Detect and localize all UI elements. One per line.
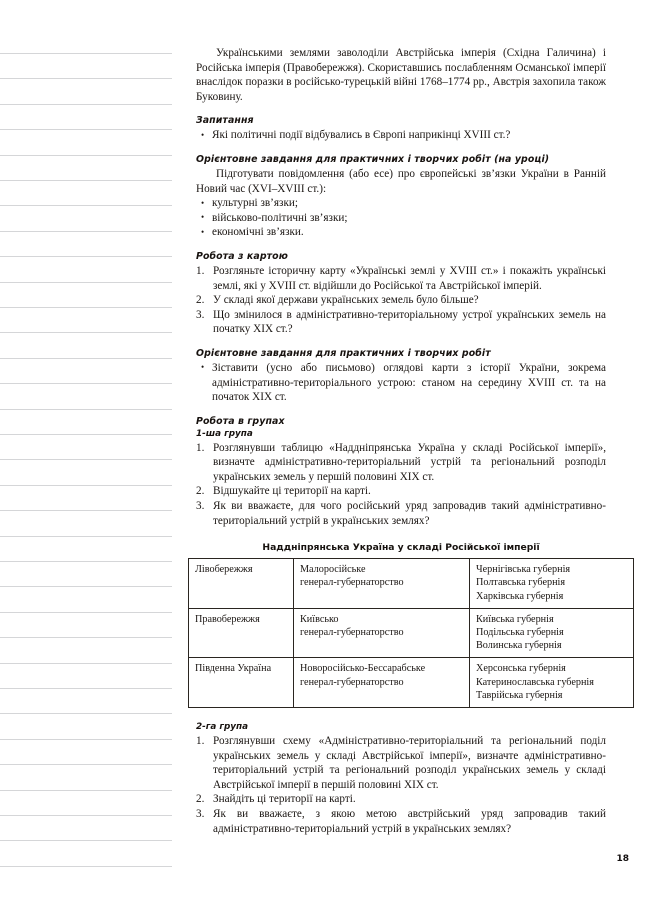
list-item: Розгляньте історичну карту «Українські землі у XVIII ст.» і покажіть українські землі, які у XVIII ст. відійшли до Російської та Австрійської імперій.	[213, 264, 606, 292]
margin-rule-line	[0, 434, 172, 435]
group-2-list	[196, 734, 606, 836]
province-line: Херсонська губернія	[476, 663, 566, 675]
table-cell-governorate	[294, 658, 470, 708]
map-work-list	[196, 264, 606, 337]
page-content	[196, 46, 606, 836]
margin-rule-line	[0, 739, 172, 740]
administrative-division-table	[188, 558, 634, 708]
list-item: У складі якої держави українських земель було більше?	[213, 294, 479, 307]
intro-paragraph: Українськими землями заволоділи Австрійська імперія (Східна Галичина) і Російська імперія (Правобережжя). Скориставшись послабленням Османської імперії внаслідок поразки в російсько-турецькій війні 1768–1774 рр., Австрія захопила також Буковину.	[196, 47, 606, 103]
province-line: Київська губернія	[476, 613, 554, 625]
margin-rule-line	[0, 129, 172, 130]
table-row	[189, 559, 634, 609]
margin-rule-line	[0, 663, 172, 664]
map-work-heading: Робота з картою	[196, 250, 288, 262]
table-cell-provinces	[470, 608, 634, 658]
page-number: 18	[616, 854, 629, 864]
list-item: Розглянувши схему «Адміністративно-територіальний та регіональний поділ українських земель у складі Австрійської імперії», визначте адміністративно-територіальний устрій та регіональний розподіл українських земель у складі Австрійської імперії в першій половині XIX ст.	[213, 735, 606, 791]
margin-rule-line	[0, 78, 172, 79]
governorate-line-1: Малоросійське	[300, 564, 366, 576]
creative-task-heading: Орієнтовне завдання для практичних і творчих робіт	[196, 347, 491, 359]
governorate-line-2: генерал-губернаторство	[300, 577, 404, 589]
list-item: • Які політичні події відбувались в Європі наприкінці XVIII ст.?	[196, 128, 606, 143]
province-line: Подільська губернія	[476, 627, 564, 639]
list-item: • культурні зв’язки;	[196, 196, 606, 211]
table-cell-governorate	[294, 559, 470, 609]
margin-rule-line	[0, 53, 172, 54]
governorate-line-2: генерал-губернаторство	[300, 676, 404, 688]
margin-rule-line	[0, 256, 172, 257]
margin-rule-line	[0, 180, 172, 181]
margin-rule-line	[0, 815, 172, 816]
province-line: Катеринославська губернія	[476, 676, 594, 688]
list-item: • Зіставити (усно або письмово) оглядові карти з історії України, зокрема адміністративно-територіального устрою: станом на середину XVIII ст. та на початок XIX ст.	[196, 361, 606, 405]
group-work-heading: Робота в групах	[196, 415, 285, 427]
margin-rule-line	[0, 231, 172, 232]
group-1-label: 1-ша група	[196, 428, 253, 439]
province-line: Волинська губернія	[476, 640, 562, 652]
table-caption: Наддніпрянська Україна у складі Російської імперії	[262, 542, 540, 554]
lesson-task-heading: Орієнтовне завдання для практичних і творчих робіт (на уроці)	[196, 153, 550, 165]
margin-rule-line	[0, 688, 172, 689]
table-cell-region: Лівобережжя	[189, 559, 294, 609]
list-item: Як ви вважаєте, з якою метою австрійський уряд запровадив такий адміністративно-територіальний устрій в українських землях?	[213, 808, 606, 835]
governorate-line-2: генерал-губернаторство	[300, 627, 404, 639]
table-cell-provinces	[470, 559, 634, 609]
list-item: • військово-політичні зв’язки;	[196, 211, 606, 226]
lesson-task-list	[196, 196, 606, 240]
list-item: • економічні зв’язки.	[196, 225, 606, 240]
governorate-line-1: Новоросійсько-Бессарабське	[300, 663, 426, 675]
margin-rule-line	[0, 510, 172, 511]
table-row	[189, 658, 634, 708]
province-line: Таврійська губернія	[476, 689, 563, 701]
creative-task-list	[196, 361, 606, 405]
margin-rule-line	[0, 282, 172, 283]
margin-rule-line	[0, 586, 172, 587]
margin-ruled-lines	[0, 0, 175, 900]
group-2-label: 2-га група	[196, 722, 249, 733]
margin-rule-line	[0, 383, 172, 384]
table-cell-governorate	[294, 608, 470, 658]
lesson-task-paragraph: Підготувати повідомлення (або есе) про європейські зв’язки України в Ранній Новий час (XVI–XVIII ст.):	[196, 167, 606, 195]
table-cell-region: Південна Україна	[189, 658, 294, 708]
margin-rule-line	[0, 840, 172, 841]
margin-rule-line	[0, 637, 172, 638]
margin-rule-line	[0, 409, 172, 410]
province-line: Полтавська губернія	[476, 577, 566, 589]
margin-rule-line	[0, 536, 172, 537]
table-cell-region: Правобережжя	[189, 608, 294, 658]
margin-rule-line	[0, 612, 172, 613]
margin-rule-line	[0, 155, 172, 156]
questions-list	[196, 128, 606, 143]
margin-rule-line	[0, 866, 172, 867]
list-item: Як ви вважаєте, для чого російський уряд запровадив такий адміністративно-територіальний устрій в українських землях?	[213, 500, 606, 527]
margin-rule-line	[0, 332, 172, 333]
list-item: Відшукайте ці території на карті.	[213, 485, 371, 498]
province-line: Харківська губернія	[476, 590, 564, 602]
province-line: Чернігівська губернія	[476, 564, 571, 576]
table-row	[189, 608, 634, 658]
margin-rule-line	[0, 205, 172, 206]
margin-rule-line	[0, 764, 172, 765]
list-item: Що змінилося в адміністративно-територіальному устрої українських земель на початку XIX ст.?	[213, 308, 606, 336]
margin-rule-line	[0, 790, 172, 791]
margin-rule-line	[0, 104, 172, 105]
list-item: Знайдіть ці території на карті.	[213, 793, 356, 806]
margin-rule-line	[0, 459, 172, 460]
margin-rule-line	[0, 307, 172, 308]
table-cell-provinces	[470, 658, 634, 708]
margin-rule-line	[0, 713, 172, 714]
questions-heading: Запитання	[196, 115, 254, 127]
margin-rule-line	[0, 485, 172, 486]
margin-rule-line	[0, 561, 172, 562]
list-item: Розглянувши таблицю «Наддніпрянська Україна у складі Російської імперії», визначте адміністративно-територіальний устрій та регіональний розподіл українських земель у першій половині XIX ст.	[213, 441, 606, 483]
margin-rule-line	[0, 358, 172, 359]
governorate-line-1: Київсько	[300, 613, 339, 625]
group-1-list	[196, 441, 606, 529]
